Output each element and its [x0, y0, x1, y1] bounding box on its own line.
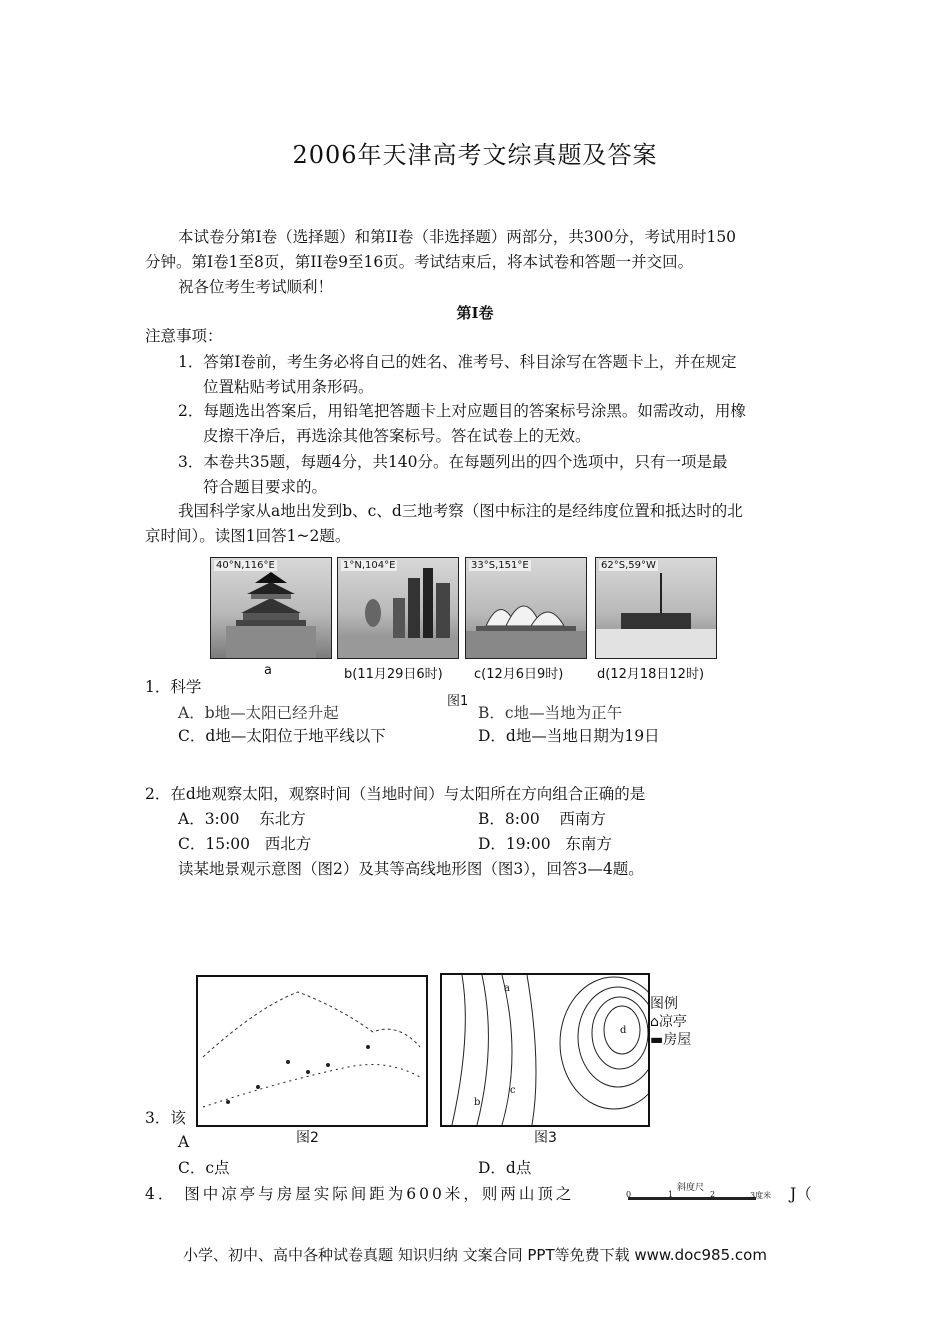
- photo-a-coord: 40°N,116°E: [216, 560, 275, 571]
- contour-lines: [442, 975, 648, 1125]
- point-a: a: [504, 983, 510, 994]
- scale-bar: [622, 1180, 794, 1210]
- house-icon: ▬: [650, 1032, 664, 1048]
- temple-of-heaven-icon: [211, 558, 331, 658]
- photo-a-beijing: [210, 557, 332, 659]
- intro-line-2: 分钟。第Ⅰ卷1至8页，第II卷9至16页。考试结束后，将本试卷和答题一并交回。: [145, 253, 694, 271]
- scale-tick-1: 1: [668, 1190, 674, 1199]
- figure2-landscape: [196, 975, 428, 1127]
- legend-pavilion: ⌂凉亭: [650, 1014, 687, 1030]
- q3-option-d: D．d点: [478, 1159, 532, 1177]
- q3-option-a: A: [178, 1133, 190, 1151]
- caption-a: a: [264, 663, 272, 678]
- photo-d-antarctic: [595, 557, 717, 659]
- q2-option-d: D．19:00 东南方: [478, 835, 612, 853]
- intro-line-1: 本试卷分第Ⅰ卷（选择题）和第II卷（非选择题）两部分，共300分，考试用时150: [178, 228, 737, 246]
- photo-b-singapore: [337, 557, 459, 659]
- q1-stem: 1．科学: [145, 678, 202, 696]
- q1-option-b: B．c地—当地为正午: [478, 704, 623, 722]
- q4-stem: 4． 图中凉亭与房屋实际间距为600米，则两山顶之: [145, 1185, 575, 1203]
- q4-trail: J（: [790, 1185, 812, 1203]
- photo-b-coord: 1°N,104°E: [343, 560, 396, 571]
- notice-3: 3．本卷共35题，每题4分，共140分。在每题列出的四个选项中，只有一项是最: [178, 453, 728, 471]
- landscape-sketch: [198, 977, 426, 1125]
- station-icon: [596, 558, 716, 658]
- caption-c: c(12月6日9时): [474, 667, 564, 682]
- scale-line: [628, 1197, 756, 1200]
- figure2-label: 图2: [296, 1130, 319, 1146]
- notice-2: 2．每题选出答案后，用铅笔把答题卡上对应题目的答案标号涂黑。如需改动，用橡: [178, 402, 746, 420]
- legend-house: ▬房屋: [650, 1032, 692, 1048]
- passage1-line-1: 我国科学家从a地出发到b、c、d三地考察（图中标注的是经纬度位置和抵达时的北: [178, 502, 743, 520]
- skyline-icon: [338, 558, 458, 658]
- figure3-legend: [650, 995, 691, 1049]
- caption-b: b(11月29日6时): [344, 667, 443, 682]
- photo-c-coord: 33°S,151°E: [471, 560, 529, 571]
- footer-ad: 小学、初中、高中各种试卷真题 知识归纳 文案合同 PPT等免费下载 www.doc985.com: [183, 1246, 767, 1264]
- notice-heading: 注意事项：: [145, 327, 223, 345]
- section-title: 第Ⅰ卷: [456, 304, 494, 322]
- point-d: d: [620, 1025, 627, 1036]
- notice-1-cont: 位置粘贴考试用条形码。: [203, 378, 374, 396]
- notice-1: 1．答第Ⅰ卷前，考生务必将自己的姓名、准考号、科目涂写在答题卡上，并在规定: [178, 353, 737, 371]
- q1-option-c: C．d地—太阳位于地平线以下: [178, 727, 386, 745]
- pavilion-icon: ⌂: [650, 1014, 659, 1030]
- point-c: c: [510, 1085, 516, 1096]
- passage1-line-2: 京时间）。读图1回答1~2题。: [145, 527, 351, 545]
- scale-label: 斜度尺: [677, 1183, 705, 1193]
- photo-c-sydney: [465, 557, 587, 659]
- q3-stem: 3．该: [145, 1109, 186, 1127]
- q2-option-b: B．8:00 西南方: [478, 810, 606, 828]
- figure3-contour-map: [440, 973, 650, 1127]
- scale-tick-3: 3度米: [750, 1191, 772, 1200]
- page-title: 2006年天津高考文综真题及答案: [292, 141, 658, 169]
- q1-option-a: A．b地—太阳已经升起: [178, 704, 339, 722]
- q2-option-c: C．15:00 西北方: [178, 835, 312, 853]
- scale-tick-0: 0: [626, 1190, 632, 1199]
- caption-d: d(12月18日12时): [597, 667, 705, 682]
- q1-option-d: D．d地—当地日期为19日: [478, 727, 660, 745]
- opera-house-icon: [466, 558, 586, 658]
- passage2: 读某地景观示意图（图2）及其等高线地形图（图3），回答3—4题。: [178, 860, 644, 878]
- q3-option-c: C．c点: [178, 1159, 230, 1177]
- photo-d-coord: 62°S,59°W: [601, 560, 656, 571]
- figure3-label: 图3: [534, 1130, 557, 1146]
- q2-option-a: A．3:00 东北方: [178, 810, 306, 828]
- notice-2-cont: 皮擦干净后，再选涂其他答案标号。答在试卷上的无效。: [203, 427, 591, 445]
- notice-3-cont: 符合题目要求的。: [203, 478, 328, 496]
- q2-stem: 2．在d地观察太阳，观察时间（当地时间）与太阳所在方向组合正确的是: [145, 785, 646, 803]
- scale-tick-2: 2: [710, 1190, 716, 1199]
- legend-title: 图例: [650, 996, 678, 1012]
- point-b: b: [474, 1097, 481, 1108]
- intro-line-3: 祝各位考生考试顺利！: [178, 278, 334, 296]
- figure1-label: 图1: [447, 694, 469, 709]
